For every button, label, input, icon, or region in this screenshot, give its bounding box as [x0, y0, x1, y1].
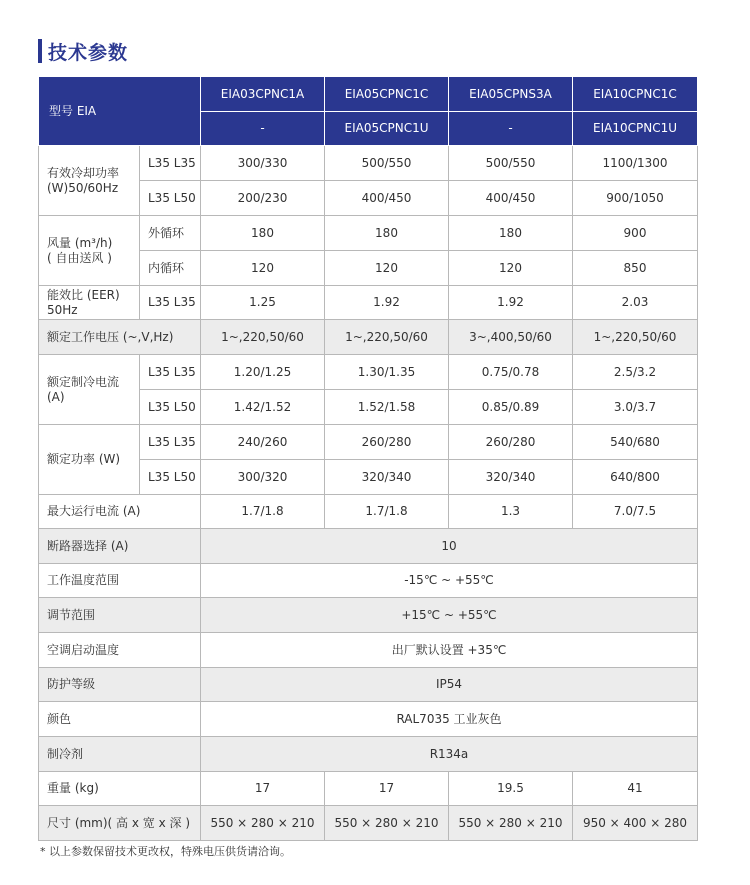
- value-cell: 200/230: [201, 181, 325, 216]
- sub-label: L35 L35: [140, 146, 201, 181]
- value-cell: 3~,400,50/60: [449, 320, 573, 355]
- table-row: [39, 702, 698, 737]
- value-cell: 41: [573, 772, 698, 806]
- model-variant-cell: -: [449, 112, 573, 146]
- model-header-cell: EIA05CPNC1C: [325, 77, 449, 112]
- value-cell: 120: [325, 251, 449, 286]
- row-label-cooling: 有效冷却功率 (W)50/60Hz: [39, 146, 140, 216]
- row-label-airflow: 风量 (m³/h) ( 自由送风 ): [39, 216, 140, 286]
- sub-label: L35 L35: [140, 286, 201, 320]
- value-cell: IP54: [201, 668, 698, 702]
- sub-label: L35 L35: [140, 355, 201, 390]
- value-cell: 180: [325, 216, 449, 251]
- value-cell: 850: [573, 251, 698, 286]
- value-cell: 950 × 400 × 280: [573, 806, 698, 841]
- page-title: 技术参数: [48, 41, 129, 64]
- sub-label: 外循环: [140, 216, 201, 251]
- model-header-cell: EIA10CPNC1C: [573, 77, 698, 112]
- row-label-color: 颜色: [39, 702, 201, 737]
- value-cell: 10: [201, 529, 698, 564]
- value-cell: 出厂默认设置 +35℃: [201, 633, 698, 668]
- value-cell: 550 × 280 × 210: [449, 806, 573, 841]
- row-label-power: 额定功率 (W): [39, 425, 140, 495]
- sub-label: 内循环: [140, 251, 201, 286]
- value-cell: 1.7/1.8: [325, 495, 449, 529]
- model-header-cell: EIA05CPNS3A: [449, 77, 573, 112]
- table-row: [39, 633, 698, 668]
- value-cell: 1.7/1.8: [201, 495, 325, 529]
- row-label-adjust-range: 调节范围: [39, 598, 201, 633]
- value-cell: 120: [201, 251, 325, 286]
- row-label-current: 额定制冷电流 (A): [39, 355, 140, 425]
- sub-label: L35 L50: [140, 181, 201, 216]
- row-label-eer: 能效比 (EER) 50Hz: [39, 286, 140, 320]
- spec-table: [38, 76, 698, 841]
- table-row: [39, 806, 698, 841]
- table-row: [39, 425, 698, 460]
- table-row: [39, 216, 698, 251]
- value-cell: 1.20/1.25: [201, 355, 325, 390]
- value-cell: 1~,220,50/60: [325, 320, 449, 355]
- model-variant-cell: -: [201, 112, 325, 146]
- value-cell: 0.85/0.89: [449, 390, 573, 425]
- sub-label: L35 L35: [140, 425, 201, 460]
- value-cell: 7.0/7.5: [573, 495, 698, 529]
- value-cell: 550 × 280 × 210: [325, 806, 449, 841]
- value-cell: 900/1050: [573, 181, 698, 216]
- value-cell: 1.52/1.58: [325, 390, 449, 425]
- row-label-max-current: 最大运行电流 (A): [39, 495, 201, 529]
- row-label-weight: 重量 (kg): [39, 772, 201, 806]
- value-cell: 2.5/3.2: [573, 355, 698, 390]
- value-cell: R134a: [201, 737, 698, 772]
- value-cell: 500/550: [325, 146, 449, 181]
- value-cell: 900: [573, 216, 698, 251]
- value-cell: 1.42/1.52: [201, 390, 325, 425]
- value-cell: 2.03: [573, 286, 698, 320]
- table-row: [39, 737, 698, 772]
- value-cell: -15℃ ~ +55℃: [201, 564, 698, 598]
- value-cell: 1.25: [201, 286, 325, 320]
- value-cell: 300/320: [201, 460, 325, 495]
- value-cell: 1~,220,50/60: [201, 320, 325, 355]
- value-cell: 17: [201, 772, 325, 806]
- value-cell: 1.30/1.35: [325, 355, 449, 390]
- value-cell: 1~,220,50/60: [573, 320, 698, 355]
- value-cell: 180: [201, 216, 325, 251]
- row-label-protection: 防护等级: [39, 668, 201, 702]
- table-row: [39, 146, 698, 181]
- value-cell: 17: [325, 772, 449, 806]
- value-cell: 260/280: [449, 425, 573, 460]
- table-row: [39, 564, 698, 598]
- value-cell: 260/280: [325, 425, 449, 460]
- table-row: [39, 598, 698, 633]
- value-cell: 540/680: [573, 425, 698, 460]
- value-cell: 320/340: [449, 460, 573, 495]
- row-label-dimensions: 尺寸 (mm)( 高 x 宽 x 深 ): [39, 806, 201, 841]
- row-label-breaker: 断路器选择 (A): [39, 529, 201, 564]
- model-variant-cell: EIA05CPNC1U: [325, 112, 449, 146]
- sub-label: L35 L50: [140, 390, 201, 425]
- value-cell: 640/800: [573, 460, 698, 495]
- table-row: [39, 355, 698, 390]
- value-cell: 3.0/3.7: [573, 390, 698, 425]
- value-cell: 400/450: [325, 181, 449, 216]
- value-cell: 1.92: [325, 286, 449, 320]
- value-cell: 1.3: [449, 495, 573, 529]
- table-row: [39, 772, 698, 806]
- footnote: * 以上参数保留技术更改权，特殊电压供货请洽询。: [40, 845, 291, 858]
- value-cell: 19.5: [449, 772, 573, 806]
- model-header-cell: EIA03CPNC1A: [201, 77, 325, 112]
- value-cell: 1100/1300: [573, 146, 698, 181]
- table-row: [39, 286, 698, 320]
- value-cell: 180: [449, 216, 573, 251]
- model-header-label: 型号 EIA: [39, 77, 201, 146]
- header-row-1: [39, 77, 698, 112]
- table-row: [39, 495, 698, 529]
- value-cell: 0.75/0.78: [449, 355, 573, 390]
- value-cell: 400/450: [449, 181, 573, 216]
- title-accent-bar: [38, 39, 42, 63]
- row-label-refrigerant: 制冷剂: [39, 737, 201, 772]
- value-cell: RAL7035 工业灰色: [201, 702, 698, 737]
- value-cell: 500/550: [449, 146, 573, 181]
- value-cell: 120: [449, 251, 573, 286]
- value-cell: 1.92: [449, 286, 573, 320]
- value-cell: 300/330: [201, 146, 325, 181]
- model-variant-cell: EIA10CPNC1U: [573, 112, 698, 146]
- value-cell: 240/260: [201, 425, 325, 460]
- value-cell: 320/340: [325, 460, 449, 495]
- sub-label: L35 L50: [140, 460, 201, 495]
- value-cell: +15℃ ~ +55℃: [201, 598, 698, 633]
- row-label-voltage: 额定工作电压 (~,V,Hz): [39, 320, 201, 355]
- table-row: [39, 320, 698, 355]
- value-cell: 550 × 280 × 210: [201, 806, 325, 841]
- row-label-temp-range: 工作温度范围: [39, 564, 201, 598]
- section-title: [38, 38, 128, 64]
- table-row: [39, 668, 698, 702]
- table-row: [39, 529, 698, 564]
- row-label-start-temp: 空调启动温度: [39, 633, 201, 668]
